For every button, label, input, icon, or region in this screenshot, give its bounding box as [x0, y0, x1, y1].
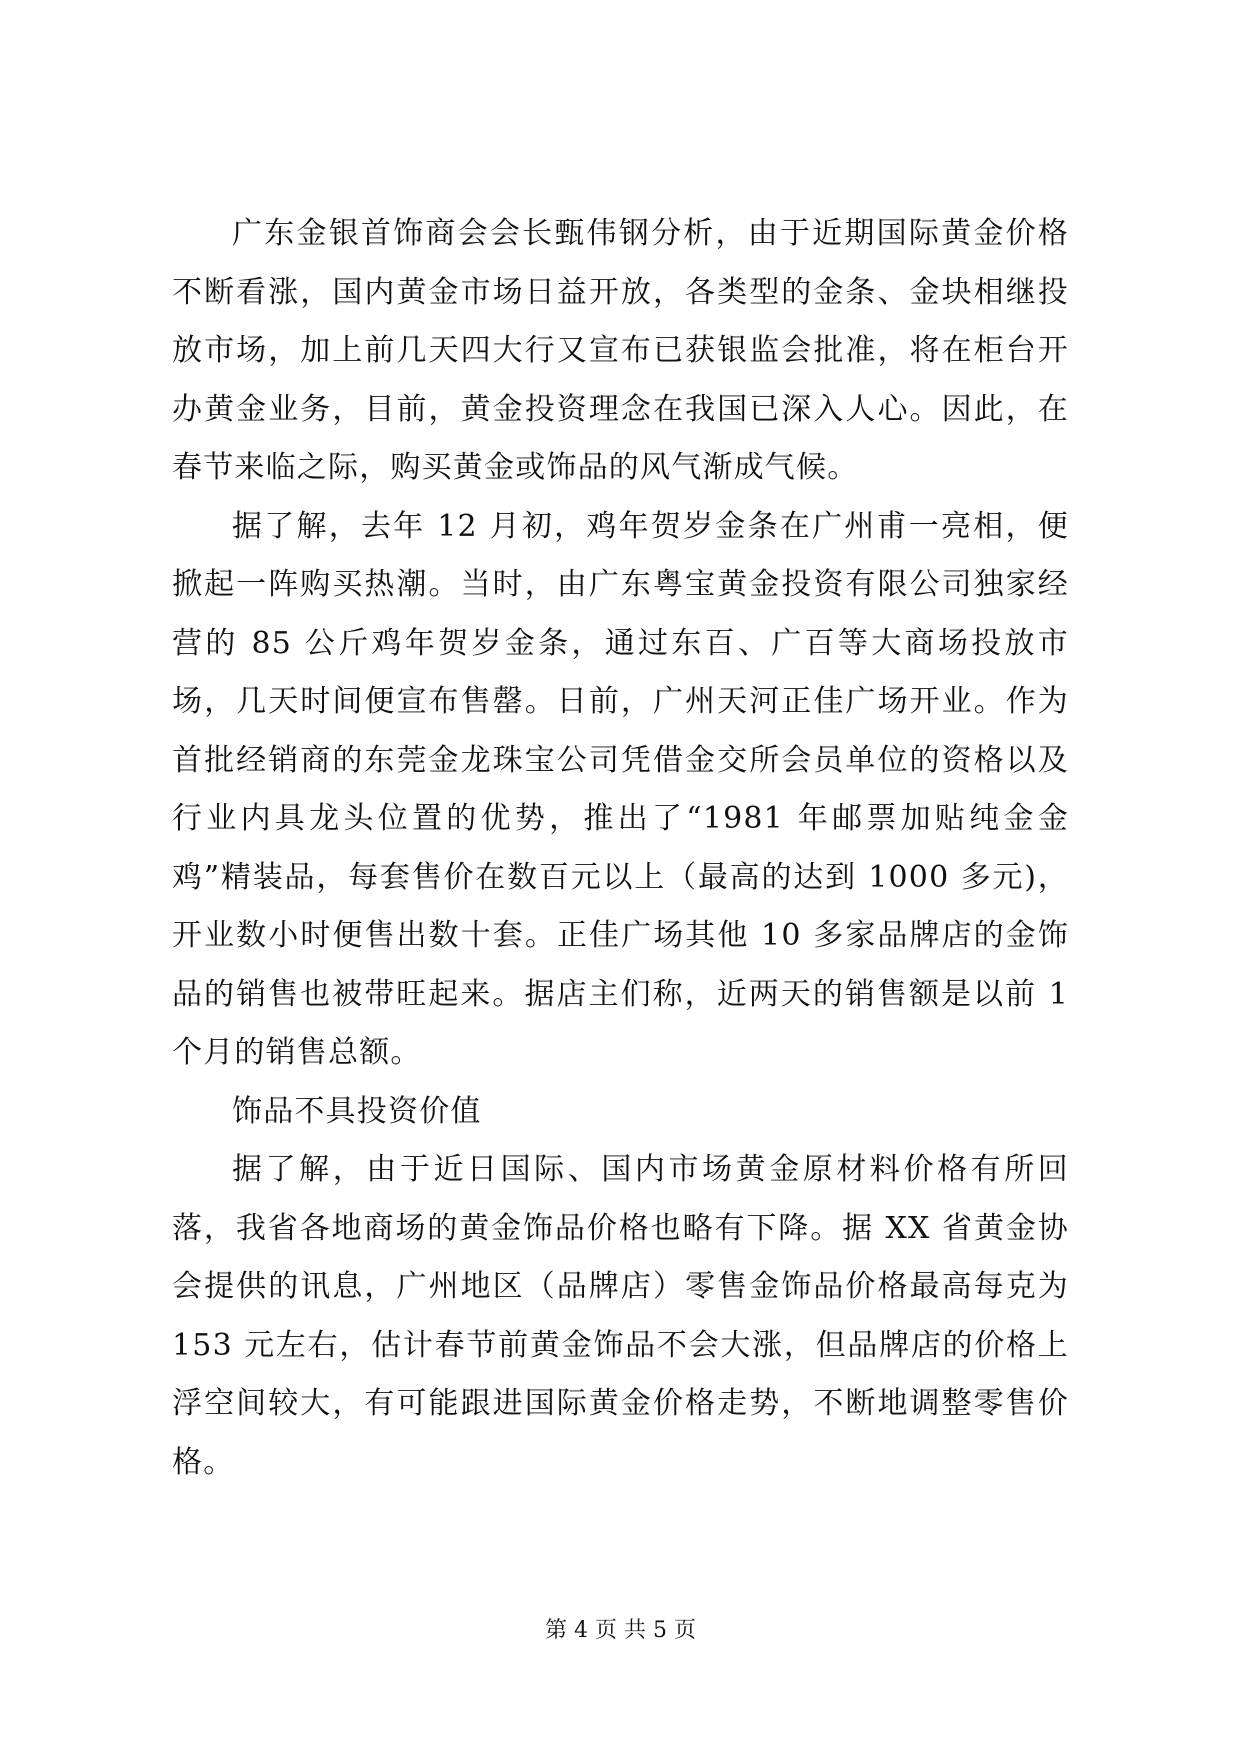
section-subheading: 饰品不具投资价值	[232, 1093, 482, 1129]
paragraph-jewelry-prices: 据了解，由于近日国际、国内市场黄金原材料价格有所回落，我省各地商场的黄金饰品价格也略有下降。据 XX 省黄金协会提供的讯息，广州地区（品牌店）零售金饰品价格最高每克为 153 元左右，估计春节前黄金饰品不会大涨，但品牌店的价格上浮空间较大，有可能跟进国际黄金价格走势，不断地调整零售价格。	[172, 1152, 1069, 1480]
page-footer: 第 4 页 共 5 页	[545, 1618, 696, 1643]
paragraph-gold-bar-sales: 据了解，去年 12 月初，鸡年贺岁金条在广州甫一亮相，便掀起一阵购买热潮。当时，由广东粤宝黄金投资有限公司独家经营的 85 公斤鸡年贺岁金条，通过东百、广百等大商场投放市场，几天时间便宣布售罄。日前，广州天河正佳广场开业。作为首批经销商的东莞金龙珠宝公司凭借金交所会员单位的资格以及行业内具龙头位置的优势，推出了“1981 年邮票加贴纯金金鸡”精装品，每套售价在数百元以上（最高的达到 1000 多元)，开业数小时便售出数十套。正佳广场其他 10 多家品牌店的金饰品的销售也被带旺起来。据店主们称，近两天的销售额是以前 1 个月的销售总额。	[172, 508, 1069, 1070]
paragraph-gold-analysis: 广东金银首饰商会会长甄伟钢分析，由于近期国际黄金价格不断看涨，国内黄金市场日益开放，各类型的金条、金块相继投放市场，加上前几天四大行又宣布已获银监会批准，将在柜台开办黄金业务，目前，黄金投资理念在我国已深入人心。因此，在春节来临之际，购买黄金或饰品的风气渐成气候。	[172, 216, 1069, 485]
document-body	[172, 205, 1069, 1492]
